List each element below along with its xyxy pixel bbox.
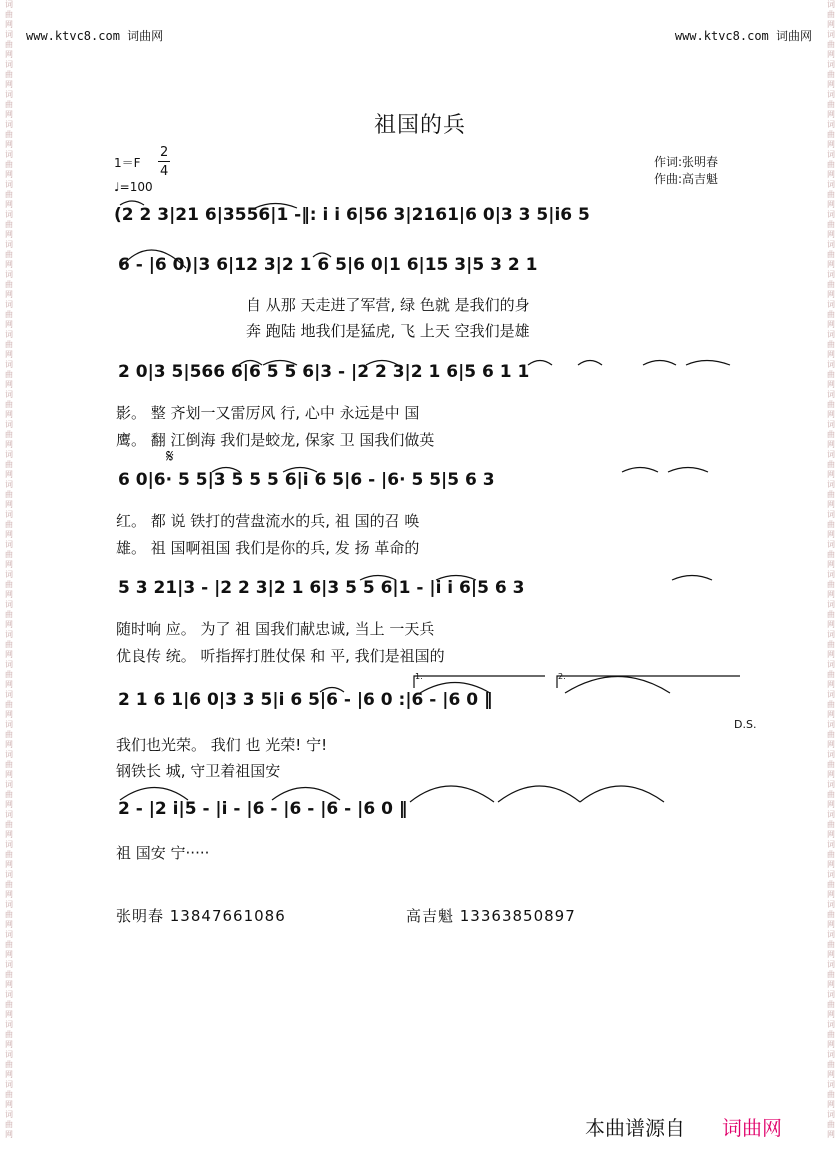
watermark-char: 词 xyxy=(5,990,13,999)
watermark-char: 曲 xyxy=(827,760,835,769)
watermark-char: 曲 xyxy=(5,520,13,529)
watermark-char: 曲 xyxy=(827,640,835,649)
watermark-char: 网 xyxy=(5,170,13,179)
watermark-char: 词 xyxy=(5,360,13,369)
watermark-char: 网 xyxy=(5,80,13,89)
watermark-char: 曲 xyxy=(5,580,13,589)
watermark-char: 网 xyxy=(5,680,13,689)
watermark-char: 网 xyxy=(5,980,13,989)
watermark-char: 网 xyxy=(5,410,13,419)
watermark-char: 词 xyxy=(827,900,835,909)
watermark-char: 网 xyxy=(827,1010,835,1019)
watermark-char: 词 xyxy=(827,180,835,189)
watermark-char: 曲 xyxy=(827,700,835,709)
watermark-char: 曲 xyxy=(5,250,13,259)
watermark-char: 曲 xyxy=(5,850,13,859)
watermark-char: 网 xyxy=(827,140,835,149)
watermark-char: 词 xyxy=(827,660,835,669)
watermark-char: 曲 xyxy=(827,1030,835,1039)
watermark-char: 网 xyxy=(5,620,13,629)
watermark-char: 词 xyxy=(5,810,13,819)
watermark-char: 词 xyxy=(5,480,13,489)
watermark-char: 网 xyxy=(827,380,835,389)
watermark-char: 网 xyxy=(5,740,13,749)
watermark-char: 网 xyxy=(827,80,835,89)
watermark-char: 曲 xyxy=(5,880,13,889)
watermark-char: 曲 xyxy=(827,370,835,379)
watermark-char: 网 xyxy=(827,890,835,899)
watermark-char: 词 xyxy=(827,780,835,789)
watermark-char: 曲 xyxy=(5,490,13,499)
watermark-char: 曲 xyxy=(5,640,13,649)
footer-source-text: 本曲谱源自 xyxy=(585,1116,685,1140)
lyric-line-7: 祖 国安 宁····· xyxy=(116,844,210,862)
slur xyxy=(320,688,344,693)
watermark-char: 曲 xyxy=(5,670,13,679)
watermark-char: 词 xyxy=(827,390,835,399)
footer-source-site[interactable]: 词曲网 xyxy=(722,1116,782,1140)
slur xyxy=(498,786,580,802)
watermark-char: 曲 xyxy=(827,220,835,229)
slur xyxy=(578,361,602,366)
slur xyxy=(528,361,552,366)
watermark-char: 词 xyxy=(5,180,13,189)
slur xyxy=(668,468,708,473)
watermark-char: 词 xyxy=(5,60,13,69)
watermark-char: 词 xyxy=(827,120,835,129)
watermark-char: 词 xyxy=(5,930,13,939)
watermark-char: 曲 xyxy=(827,1000,835,1009)
watermark-char: 网 xyxy=(5,770,13,779)
volta-2-label: 2. xyxy=(558,672,566,681)
slur xyxy=(263,361,297,366)
watermark-char: 网 xyxy=(827,20,835,29)
watermark-char: 词 xyxy=(5,240,13,249)
slur xyxy=(212,468,240,473)
watermark-char: 网 xyxy=(827,560,835,569)
slur xyxy=(255,204,297,209)
watermark-char: 词 xyxy=(827,450,835,459)
key-signature: 1＝F xyxy=(114,156,141,170)
watermark-char: 网 xyxy=(827,320,835,329)
watermark-char: 词 xyxy=(5,960,13,969)
watermark-char: 网 xyxy=(5,140,13,149)
watermark-char: 曲 xyxy=(5,280,13,289)
slur xyxy=(686,361,730,366)
watermark-char: 网 xyxy=(5,1040,13,1049)
watermark-char: 曲 xyxy=(5,610,13,619)
watermark-char: 曲 xyxy=(827,580,835,589)
watermark-char: 词 xyxy=(5,150,13,159)
watermark-char: 词 xyxy=(827,330,835,339)
watermark-char: 曲 xyxy=(5,310,13,319)
watermark-char: 词 xyxy=(827,600,835,609)
lyricist-contact: 张明春 13847661086 xyxy=(116,907,286,925)
slur xyxy=(313,253,331,257)
lyricist-credit: 作词:张明春 xyxy=(654,155,719,169)
watermark-char: 曲 xyxy=(5,40,13,49)
watermark-char: 曲 xyxy=(827,100,835,109)
watermark-char: 网 xyxy=(827,920,835,929)
watermark-char: 曲 xyxy=(5,730,13,739)
watermark-char: 网 xyxy=(827,740,835,749)
lyric-line-5-verse-1: 随时响 应。 为了 祖 国我们献忠诚, 当上 一天兵 xyxy=(116,620,435,638)
watermark-char: 曲 xyxy=(827,730,835,739)
watermark-char: 词 xyxy=(5,870,13,879)
watermark-char: 词 xyxy=(827,0,835,9)
watermark-char: 词 xyxy=(827,750,835,759)
watermark-char: 词 xyxy=(827,840,835,849)
watermark-char: 曲 xyxy=(827,850,835,859)
watermark-char: 曲 xyxy=(5,400,13,409)
watermark-char: 网 xyxy=(827,650,835,659)
watermark-char: 曲 xyxy=(827,910,835,919)
lyric-line-4-verse-2: 雄。 祖 国啊祖国 我们是你的兵, 发 扬 革命的 xyxy=(116,539,420,557)
lyric-line-6-verse-1: 我们也光荣。 我们 也 光荣! 宁! xyxy=(116,736,328,754)
slur xyxy=(283,468,317,473)
watermark-char: 词 xyxy=(827,1050,835,1059)
watermark-char: 曲 xyxy=(5,970,13,979)
watermark-char: 词 xyxy=(5,90,13,99)
watermark-char: 曲 xyxy=(5,790,13,799)
watermark-char: 曲 xyxy=(827,280,835,289)
watermark-char: 词 xyxy=(827,1020,835,1029)
watermark-char: 曲 xyxy=(5,160,13,169)
watermark-char: 词 xyxy=(5,630,13,639)
composer-contact: 高吉魁 13363850897 xyxy=(406,907,576,925)
watermark-char: 网 xyxy=(827,50,835,59)
lyric-line-5-verse-2: 优良传 统。 听指挥打胜仗保 和 平, 我们是祖国的 xyxy=(116,647,445,665)
watermark-char: 词 xyxy=(5,330,13,339)
watermark-char: 曲 xyxy=(827,190,835,199)
watermark-char: 曲 xyxy=(5,700,13,709)
watermark-char: 网 xyxy=(827,710,835,719)
watermark-char: 网 xyxy=(827,1070,835,1079)
song-title: 祖国的兵 xyxy=(373,113,466,138)
lyric-line-2-verse-1: 自 从那 天走进了军营, 绿 色就 是我们的身 xyxy=(246,296,530,314)
watermark-char: 曲 xyxy=(5,1090,13,1099)
watermark-char: 词 xyxy=(827,930,835,939)
watermark-char: 网 xyxy=(827,410,835,419)
watermark-char: 网 xyxy=(5,830,13,839)
watermark-char: 词 xyxy=(827,30,835,39)
watermark-char: 网 xyxy=(5,1130,13,1139)
watermark-char: 网 xyxy=(827,230,835,239)
watermark-char: 网 xyxy=(5,800,13,809)
slur xyxy=(436,576,476,581)
segno-sign: 𝄋 xyxy=(166,446,174,467)
dal-segno-mark: D.S. xyxy=(734,718,757,731)
watermark-char: 曲 xyxy=(5,1120,13,1129)
watermark-char: 词 xyxy=(827,150,835,159)
watermark-char: 网 xyxy=(5,380,13,389)
lyric-line-4-verse-1: 红。 都 说 铁打的营盘流水的兵, 祖 国的召 唤 xyxy=(116,512,420,530)
watermark-char: 曲 xyxy=(5,70,13,79)
watermark-char: 网 xyxy=(5,1010,13,1019)
watermark-char: 词 xyxy=(827,210,835,219)
watermark-char: 词 xyxy=(5,540,13,549)
watermark-char: 网 xyxy=(5,260,13,269)
watermark-char: 词 xyxy=(5,120,13,129)
watermark-char: 词 xyxy=(827,570,835,579)
watermark-char: 网 xyxy=(5,200,13,209)
slur xyxy=(120,250,186,268)
watermark-char: 网 xyxy=(5,950,13,959)
site-header-left[interactable]: www.ktvc8.com 词曲网 xyxy=(26,29,164,43)
slur xyxy=(672,576,712,581)
time-signature-bottom: 4 xyxy=(160,164,169,179)
watermark-char: 曲 xyxy=(827,340,835,349)
watermark-char: 词 xyxy=(5,600,13,609)
slur xyxy=(622,468,658,473)
watermark-char: 词 xyxy=(827,300,835,309)
watermark-char: 曲 xyxy=(827,670,835,679)
watermark-char: 网 xyxy=(5,290,13,299)
watermark-char: 词 xyxy=(827,690,835,699)
slur xyxy=(580,786,664,802)
watermark-char: 词 xyxy=(827,870,835,879)
watermark-char: 网 xyxy=(5,320,13,329)
watermark-char: 曲 xyxy=(827,880,835,889)
watermark-char: 网 xyxy=(827,440,835,449)
watermark-char: 网 xyxy=(827,590,835,599)
slur xyxy=(239,361,262,366)
notation-line-2: 6 - |6 0)|3 6|12 3|2 1 6 5|6 0|1 6|15 3|5 3 2 1 xyxy=(118,255,538,275)
watermark-char: 词 xyxy=(5,780,13,789)
watermark-char: 曲 xyxy=(5,940,13,949)
watermark-char: 网 xyxy=(827,1040,835,1049)
watermark-char: 网 xyxy=(827,770,835,779)
watermark-char: 词 xyxy=(827,1080,835,1089)
watermark-char: 词 xyxy=(5,750,13,759)
lyric-line-6-verse-2: 钢铁长 城, 守卫着祖国安 xyxy=(116,762,281,780)
watermark-char: 词 xyxy=(5,1020,13,1029)
watermark-char: 词 xyxy=(827,270,835,279)
watermark-char: 词 xyxy=(827,480,835,489)
watermark-char: 词 xyxy=(5,660,13,669)
watermark-char: 曲 xyxy=(5,820,13,829)
watermark-char: 曲 xyxy=(5,190,13,199)
watermark-char: 词 xyxy=(5,1080,13,1089)
watermark-char: 网 xyxy=(827,530,835,539)
watermark-char: 词 xyxy=(5,570,13,579)
watermark-char: 词 xyxy=(5,840,13,849)
watermark-char: 曲 xyxy=(827,310,835,319)
watermark-char: 曲 xyxy=(5,430,13,439)
watermark-char: 曲 xyxy=(827,400,835,409)
watermark-char: 网 xyxy=(5,710,13,719)
watermark-char: 网 xyxy=(827,170,835,179)
watermark-char: 网 xyxy=(827,350,835,359)
watermark-char: 词 xyxy=(827,540,835,549)
watermark-char: 曲 xyxy=(5,1060,13,1069)
watermark-char: 曲 xyxy=(5,130,13,139)
notation-line-1: (2 2 3|21 6|3556|1 -‖: i i 6|56 3|2161|6 0|3 3 5|i6 5 xyxy=(114,205,590,225)
watermark-char: 网 xyxy=(5,920,13,929)
watermark-char: 网 xyxy=(827,1130,835,1139)
watermark-char: 词 xyxy=(5,900,13,909)
watermark-char: 网 xyxy=(827,200,835,209)
watermark-char: 曲 xyxy=(827,820,835,829)
lyric-line-2-verse-2: 奔 跑陆 地我们是猛虎, 飞 上天 空我们是雄 xyxy=(246,322,530,340)
watermark-char: 词 xyxy=(5,30,13,39)
watermark-char: 网 xyxy=(827,260,835,269)
watermark-char: 词 xyxy=(5,390,13,399)
watermark-char: 曲 xyxy=(5,340,13,349)
watermark-char: 词 xyxy=(5,420,13,429)
watermark-char: 词 xyxy=(827,420,835,429)
time-signature-top: 2 xyxy=(160,145,169,160)
lyric-line-3-verse-1: 影。 整 齐划一又雷厉风 行, 心中 永远是中 国 xyxy=(116,404,420,422)
watermark-char: 网 xyxy=(827,950,835,959)
slur xyxy=(120,201,144,205)
watermark-char: 词 xyxy=(5,720,13,729)
watermark-char: 词 xyxy=(827,510,835,519)
watermark-char: 曲 xyxy=(827,70,835,79)
site-header-right[interactable]: www.ktvc8.com 词曲网 xyxy=(674,29,812,43)
watermark-char: 网 xyxy=(827,470,835,479)
watermark-char: 网 xyxy=(827,860,835,869)
watermark-char: 词 xyxy=(827,720,835,729)
slur xyxy=(420,683,490,694)
volta-1-label: 1. xyxy=(415,672,423,681)
watermark-char: 曲 xyxy=(5,10,13,19)
watermark-char: 网 xyxy=(827,1100,835,1109)
watermark-char: 网 xyxy=(827,800,835,809)
watermark-char: 网 xyxy=(5,230,13,239)
watermark-char: 词 xyxy=(5,450,13,459)
watermark-char: 网 xyxy=(5,470,13,479)
watermark-char: 曲 xyxy=(827,550,835,559)
slur xyxy=(366,361,398,366)
watermark-char: 词 xyxy=(827,960,835,969)
watermark-char: 网 xyxy=(5,20,13,29)
watermark-char: 曲 xyxy=(827,610,835,619)
watermark-char: 词 xyxy=(5,510,13,519)
lyric-line-3-verse-2: 鹰。 翻 江倒海 我们是蛟龙, 保家 卫 国我们做英 xyxy=(116,431,435,449)
watermark-char: 曲 xyxy=(827,10,835,19)
watermark-char: 词 xyxy=(5,1050,13,1059)
watermark-char: 网 xyxy=(827,500,835,509)
watermark-char: 词 xyxy=(5,690,13,699)
watermark-char: 曲 xyxy=(827,490,835,499)
watermark-char: 曲 xyxy=(827,970,835,979)
watermark-char: 曲 xyxy=(827,160,835,169)
watermark-char: 曲 xyxy=(827,1060,835,1069)
watermark-char: 曲 xyxy=(5,760,13,769)
watermark-char: 词 xyxy=(5,270,13,279)
notation-line-7: 2 - |2 i|5 - |i - |6 - |6 - |6 - |6 0 ‖ xyxy=(118,799,408,819)
watermark-char: 网 xyxy=(5,1070,13,1079)
notation-line-6: 2 1 6 1|6 0|3 3 5|i 6 5|6 - |6 0 :|6 - |6 0 ‖ xyxy=(118,690,493,710)
watermark-char: 网 xyxy=(5,530,13,539)
watermark-char: 网 xyxy=(827,620,835,629)
watermark-char: 网 xyxy=(827,980,835,989)
watermark-char: 词 xyxy=(827,990,835,999)
watermark-char: 词 xyxy=(5,210,13,219)
watermark-char: 网 xyxy=(827,110,835,119)
watermark-char: 曲 xyxy=(827,1090,835,1099)
watermark-char: 词 xyxy=(5,1110,13,1119)
watermark-char: 曲 xyxy=(827,940,835,949)
watermark-char: 网 xyxy=(5,1100,13,1109)
watermark-char: 词 xyxy=(827,630,835,639)
watermark-char: 曲 xyxy=(827,130,835,139)
watermark-char: 曲 xyxy=(5,550,13,559)
watermark-char: 曲 xyxy=(5,220,13,229)
watermark-char: 网 xyxy=(5,110,13,119)
watermark-char: 曲 xyxy=(827,520,835,529)
slur xyxy=(565,677,670,694)
watermark-char: 网 xyxy=(5,650,13,659)
slur xyxy=(272,788,340,801)
watermark-char: 网 xyxy=(5,890,13,899)
watermark-char: 网 xyxy=(5,500,13,509)
notation-line-3: 2 0|3 5|566 6|6 5 5 6|3 - |2 2 3|2 1 6|5 6 1 1 xyxy=(118,362,530,382)
watermark-char: 网 xyxy=(827,290,835,299)
notation-line-5: 5 3 21|3 - |2 2 3|2 1 6|3 5 5 6|1 - |i i 6|5 6 3 xyxy=(118,578,525,598)
watermark-char: 词 xyxy=(5,0,13,9)
watermark-char: 曲 xyxy=(5,1030,13,1039)
watermark-char: 网 xyxy=(5,590,13,599)
watermark-char: 曲 xyxy=(5,370,13,379)
watermark-char: 曲 xyxy=(5,910,13,919)
watermark-char: 网 xyxy=(5,560,13,569)
slur xyxy=(360,576,396,581)
watermark-char: 网 xyxy=(5,50,13,59)
watermark-char: 曲 xyxy=(827,1120,835,1129)
watermark-char: 网 xyxy=(5,350,13,359)
watermark-char: 曲 xyxy=(5,100,13,109)
slur xyxy=(120,788,188,801)
watermark-char: 词 xyxy=(5,300,13,309)
watermark-char: 曲 xyxy=(827,430,835,439)
watermark-char: 曲 xyxy=(827,460,835,469)
watermark-char: 曲 xyxy=(827,790,835,799)
watermark-char: 曲 xyxy=(5,460,13,469)
slur xyxy=(643,361,676,366)
watermark-char: 网 xyxy=(5,860,13,869)
composer-credit: 作曲:高吉魁 xyxy=(654,172,719,186)
watermark-char: 网 xyxy=(827,680,835,689)
watermark-char: 词 xyxy=(827,60,835,69)
watermark-char: 词 xyxy=(827,1110,835,1119)
watermark-char: 曲 xyxy=(5,1000,13,1009)
watermark-char: 网 xyxy=(5,440,13,449)
notation-line-4: 6 0|6· 5 5|3 5 5 5 6|i 6 5|6 - |6· 5 5|5 6 3 xyxy=(118,470,495,490)
watermark-char: 词 xyxy=(827,240,835,249)
watermark-char: 词 xyxy=(827,360,835,369)
watermark-char: 词 xyxy=(827,90,835,99)
watermark-char: 曲 xyxy=(827,40,835,49)
watermark-char: 网 xyxy=(827,830,835,839)
tempo-mark: ♩=100 xyxy=(114,180,153,194)
watermark-char: 曲 xyxy=(827,250,835,259)
watermark-char: 词 xyxy=(827,810,835,819)
slur xyxy=(410,786,494,802)
